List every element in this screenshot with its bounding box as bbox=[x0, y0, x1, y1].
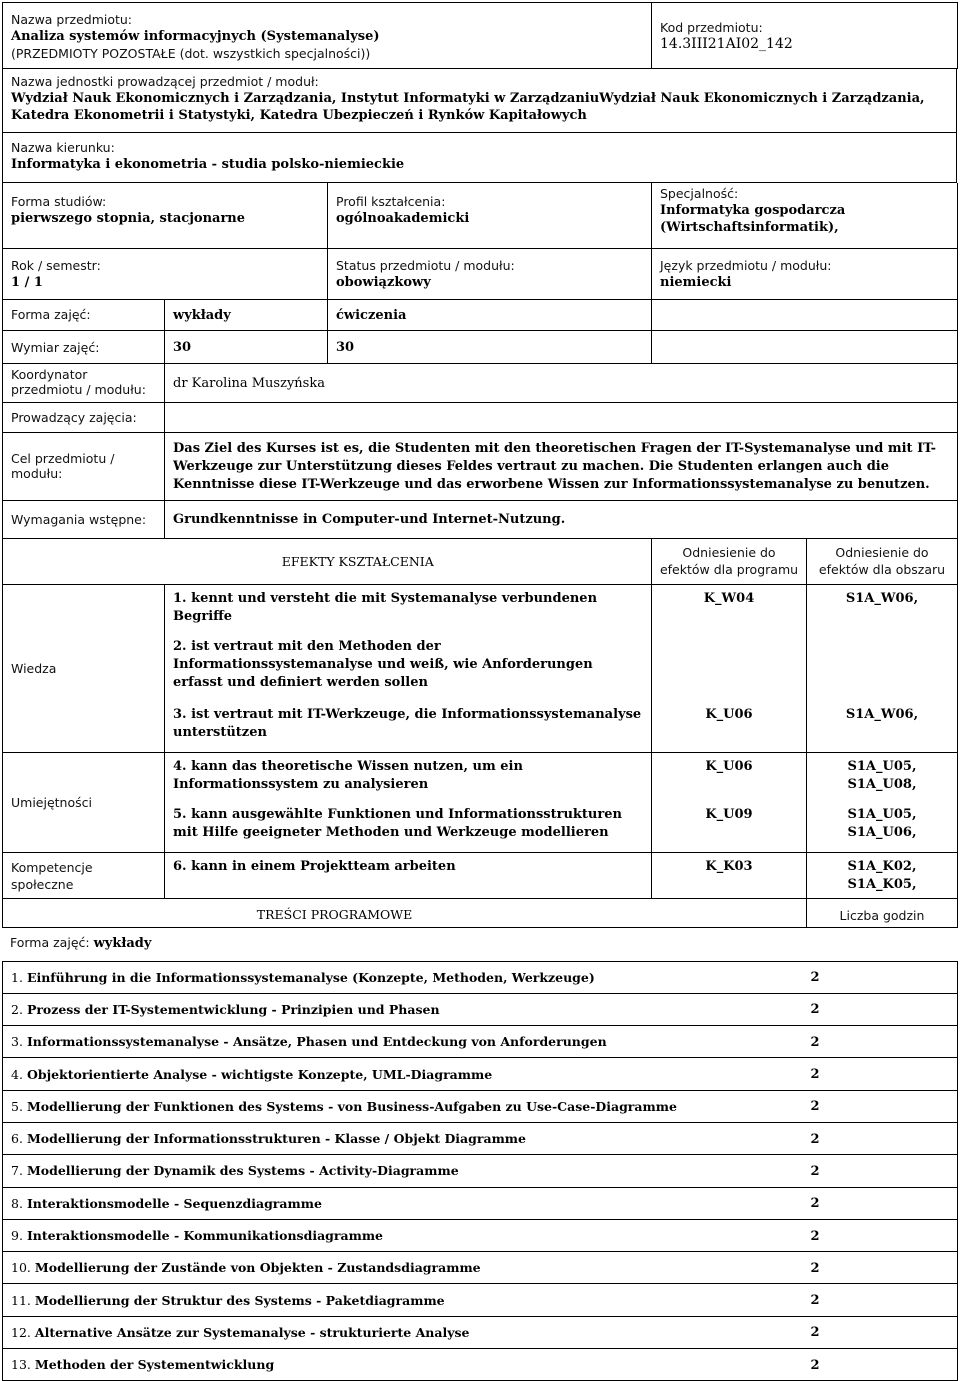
topic-number: 5. bbox=[11, 1099, 23, 1114]
study-form-label: Forma studiów: bbox=[11, 193, 319, 210]
goal-value: Das Ziel des Kurses ist es, die Studenten mit den theoretischen Fragen der IT-Systemanalyse und mit IT-Werkzeuge zur Unterstützung dieses Feldes vertraut zu machen. Die Studenten erlangen auch die Kenntnisse diese IT-Werkzeuge und das erworbene Wissen zur Informationssystemanalyse zu benutzen. bbox=[173, 441, 936, 492]
field-section bbox=[2, 133, 957, 184]
effect-program: K_W04 bbox=[704, 591, 755, 606]
status-label: Status przedmiotu / modułu: bbox=[336, 257, 643, 274]
class-form-lecture: wykłady bbox=[173, 308, 231, 323]
field-value: Informatyka i ekonometria - studia polsko-niemieckie bbox=[11, 156, 948, 173]
classes-info bbox=[2, 300, 958, 365]
topic-hours: 2 bbox=[811, 1099, 820, 1114]
subject-code-label: Kod przedmiotu: bbox=[660, 19, 949, 36]
language-value: niemiecki bbox=[660, 274, 949, 291]
subject-category: (PRZEDMIOTY POZOSTAŁE (dot. wszystkich specjalności)) bbox=[11, 45, 643, 62]
subject-code: 14.3III21AI02_142 bbox=[660, 36, 949, 53]
effect-text: 4. kann das theoretische Wissen nutzen, um ein Informationssystem zu analysieren bbox=[173, 759, 523, 792]
study-info bbox=[2, 183, 958, 300]
effect-text: 1. kennt und versteht die mit Systemanalyse verbundenen Begriffe bbox=[173, 591, 597, 624]
language-label: Język przedmiotu / modułu: bbox=[660, 257, 949, 274]
topic-hours: 2 bbox=[811, 1002, 820, 1017]
effect-area: S1A_W06, bbox=[846, 591, 918, 606]
subject-name: Analiza systemów informacyjnych (Systemanalyse) bbox=[11, 28, 643, 45]
specialty-label: Specjalność: bbox=[660, 185, 949, 202]
requirements-label: Wymagania wstępne: bbox=[11, 512, 146, 527]
topic-title: Interaktionsmodelle - Kommunikationsdiagramme bbox=[27, 1228, 383, 1243]
effects-col-program: Odniesienie do efektów dla programu bbox=[660, 545, 798, 577]
effect-area: S1A_K02, S1A_K05, bbox=[848, 859, 917, 892]
topic-row bbox=[3, 1058, 958, 1090]
topic-number: 12. bbox=[11, 1325, 31, 1340]
topic-hours: 2 bbox=[811, 970, 820, 985]
profile-label: Profil kształcenia: bbox=[336, 193, 643, 210]
effect-text: 5. kann ausgewählte Funktionen und Informationsstrukturen mit Hilfe geeigneter Methoden und Werkzeuge modellieren bbox=[173, 807, 622, 840]
topic-row bbox=[3, 1252, 958, 1284]
topic-number: 3. bbox=[11, 1034, 23, 1049]
specialty-value: Informatyka gospodarcza (Wirtschaftsinformatik), bbox=[660, 202, 949, 236]
topic-number: 10. bbox=[11, 1260, 31, 1275]
topic-hours: 2 bbox=[811, 1067, 820, 1082]
topic-number: 13. bbox=[11, 1357, 31, 1372]
effect-area: S1A_U05, S1A_U08, bbox=[848, 759, 917, 792]
content-form-value: wykłady bbox=[94, 936, 152, 951]
topic-hours: 2 bbox=[811, 1035, 820, 1050]
topic-row bbox=[3, 1219, 958, 1251]
topic-row bbox=[3, 1316, 958, 1348]
study-form-value: pierwszego stopnia, stacjonarne bbox=[11, 210, 319, 227]
topic-row bbox=[3, 1155, 958, 1187]
unit-label: Nazwa jednostki prowadzącej przedmiot / moduł: bbox=[11, 73, 948, 90]
topic-number: 8. bbox=[11, 1196, 23, 1211]
topic-number: 2. bbox=[11, 1002, 23, 1017]
content-table bbox=[2, 899, 958, 928]
topic-number: 7. bbox=[11, 1163, 23, 1178]
topic-hours: 2 bbox=[811, 1132, 820, 1147]
hours-exercise: 30 bbox=[336, 340, 354, 355]
topic-row bbox=[3, 993, 958, 1025]
effect-row bbox=[3, 753, 958, 803]
topic-hours: 2 bbox=[811, 1196, 820, 1211]
syllabus-page bbox=[2, 2, 957, 1381]
topic-row bbox=[3, 1122, 958, 1154]
topic-title: Interaktionsmodelle - Sequenzdiagramme bbox=[27, 1196, 322, 1211]
class-form-label: Forma zajęć: bbox=[11, 307, 91, 322]
topic-title: Objektorientierte Analyse - wichtigste Konzepte, UML-Diagramme bbox=[27, 1067, 492, 1082]
category-social: Kompetencje społeczne bbox=[11, 860, 93, 892]
topics-table bbox=[2, 961, 958, 1381]
teachers-label: Prowadzący zajęcia: bbox=[11, 410, 137, 425]
effects-table bbox=[2, 539, 958, 900]
effect-row bbox=[3, 585, 958, 635]
unit-section bbox=[2, 69, 957, 133]
topic-number: 11. bbox=[11, 1293, 31, 1308]
topic-hours: 2 bbox=[811, 1293, 820, 1308]
topic-hours: 2 bbox=[811, 1261, 820, 1276]
class-form-exercise: ćwiczenia bbox=[336, 308, 406, 323]
effect-program: K_K03 bbox=[705, 859, 752, 874]
effect-row bbox=[3, 853, 958, 899]
category-skills: Umiejętności bbox=[11, 795, 92, 810]
topic-hours: 2 bbox=[811, 1325, 820, 1340]
effect-area: S1A_W06, bbox=[846, 707, 918, 722]
field-label: Nazwa kierunku: bbox=[11, 139, 948, 156]
content-header: TREŚCI PROGRAMOWE bbox=[257, 907, 552, 922]
unit-value: Wydział Nauk Ekonomicznych i Zarządzania, Instytut Informatyki w ZarządzaniuWydział Nauk Ekonomicznych i Zarządzania, Katedra Ekonometrii i Statystyki, Katedra Ubezpieczeń i Rynków Kapitałowych bbox=[11, 90, 948, 124]
year-label: Rok / semestr: bbox=[11, 257, 319, 274]
topic-row bbox=[3, 1026, 958, 1058]
effects-col-area: Odniesienie do efektów dla obszaru bbox=[819, 545, 945, 577]
goal-label: Cel przedmiotu / modułu: bbox=[11, 451, 114, 481]
hours-label: Wymiar zajęć: bbox=[11, 340, 99, 355]
profile-value: ogólnoakademicki bbox=[336, 210, 643, 227]
effect-text: 2. ist vertraut mit den Methoden der Informationssystemanalyse und weiß, wie Anforderungen erfasst und definiert werden sollen bbox=[173, 639, 593, 690]
effects-header: EFEKTY KSZTAŁCENIA bbox=[282, 554, 534, 569]
topic-title: Modellierung der Funktionen des Systems - von Business-Aufgaben zu Use-Case-Diagramme bbox=[27, 1099, 677, 1114]
topic-row bbox=[3, 1349, 958, 1381]
coordinator-label: Koordynator przedmiotu / modułu: bbox=[11, 367, 146, 397]
content-form-label: Forma zajęć: bbox=[10, 935, 90, 950]
topic-row bbox=[3, 1090, 958, 1122]
effect-text: 3. ist vertraut mit IT-Werkzeuge, die Informationssystemanalyse unterstützen bbox=[173, 707, 641, 740]
topic-hours: 2 bbox=[811, 1229, 820, 1244]
topic-title: Methoden der Systementwicklung bbox=[35, 1357, 274, 1372]
topic-title: Modellierung der Zustände von Objekten - Zustandsdiagramme bbox=[35, 1260, 481, 1275]
topic-row bbox=[3, 961, 958, 993]
content-form-line bbox=[2, 928, 957, 961]
topic-number: 6. bbox=[11, 1131, 23, 1146]
subject-name-label: Nazwa przedmiotu: bbox=[11, 11, 643, 28]
topic-title: Modellierung der Informationsstrukturen - Klasse / Objekt Diagramme bbox=[27, 1131, 526, 1146]
course-details bbox=[2, 364, 958, 539]
topic-hours: 2 bbox=[811, 1358, 820, 1373]
topic-title: Einführung in die Informationssystemanalyse (Konzepte, Methoden, Werkzeuge) bbox=[27, 970, 595, 985]
topic-hours: 2 bbox=[811, 1164, 820, 1179]
coordinator-value: dr Karolina Muszyńska bbox=[173, 376, 325, 391]
topic-title: Informationssystemanalyse - Ansätze, Phasen und Entdeckung von Anforderungen bbox=[27, 1034, 607, 1049]
requirements-value: Grundkenntnisse in Computer-und Internet-Nutzung. bbox=[173, 512, 565, 527]
effect-area: S1A_U05, S1A_U06, bbox=[848, 807, 917, 840]
topic-number: 9. bbox=[11, 1228, 23, 1243]
effect-program: K_U06 bbox=[705, 707, 752, 722]
category-knowledge: Wiedza bbox=[11, 661, 56, 676]
topic-row bbox=[3, 1187, 958, 1219]
year-value: 1 / 1 bbox=[11, 274, 319, 291]
effect-program: K_U09 bbox=[705, 807, 752, 822]
content-hours-header: Liczba godzin bbox=[840, 908, 925, 923]
topic-title: Modellierung der Dynamik des Systems - Activity-Diagramme bbox=[27, 1163, 459, 1178]
effect-program: K_U06 bbox=[705, 759, 752, 774]
status-value: obowiązkowy bbox=[336, 274, 643, 291]
topic-title: Alternative Ansätze zur Systemanalyse - strukturierte Analyse bbox=[35, 1325, 470, 1340]
topic-row bbox=[3, 1284, 958, 1316]
topic-number: 1. bbox=[11, 970, 23, 985]
hours-lecture: 30 bbox=[173, 340, 191, 355]
effect-text: 6. kann in einem Projektteam arbeiten bbox=[173, 859, 456, 874]
topic-title: Prozess der IT-Systementwicklung - Prinzipien und Phasen bbox=[27, 1002, 440, 1017]
subject-header bbox=[2, 2, 958, 69]
topic-number: 4. bbox=[11, 1067, 23, 1082]
topic-title: Modellierung der Struktur des Systems - Paketdiagramme bbox=[35, 1293, 445, 1308]
